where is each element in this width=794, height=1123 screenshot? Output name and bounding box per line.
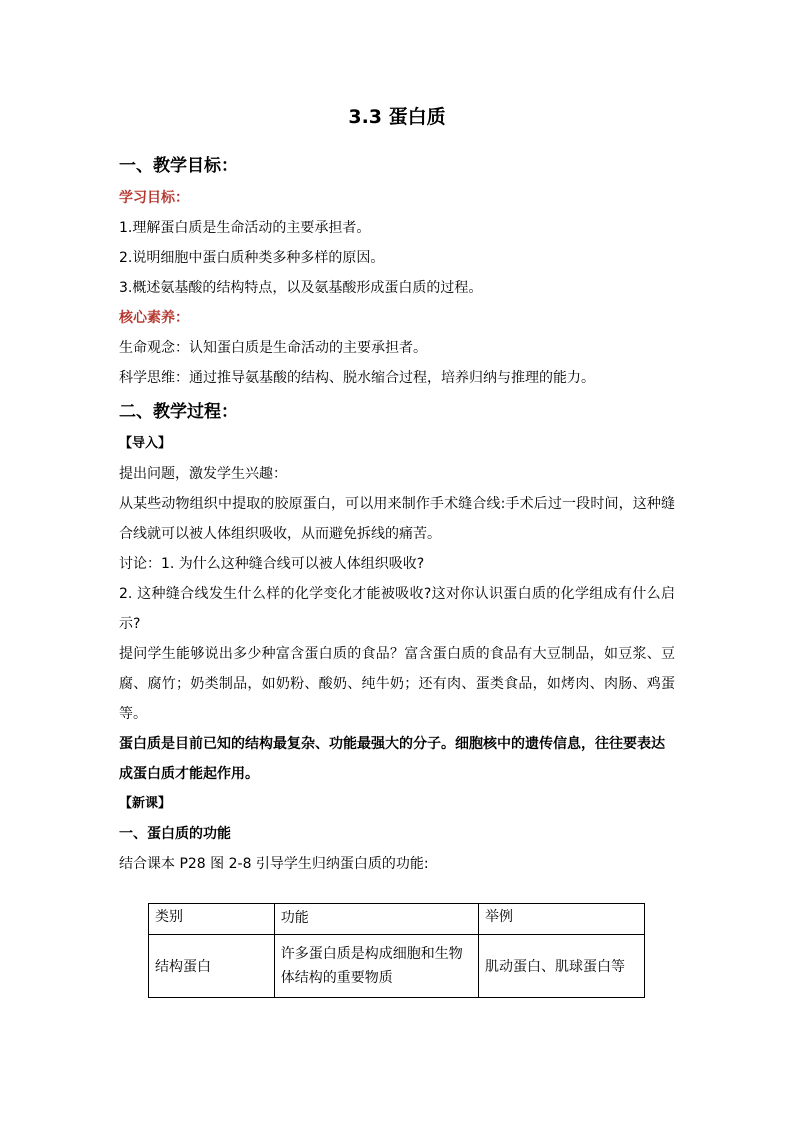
page-title: 3.3 蛋白质: [348, 106, 446, 128]
new-lesson-label: 【新课】: [119, 796, 172, 811]
bold-statement: 蛋白质是目前已知的结构最复杂、功能最强大的分子。细胞核中的遗传信息，往往要表达成蛋白质才能起作用。: [119, 736, 665, 782]
food-paragraph: 提问学生能够说出多少种富含蛋白质的食品？富含蛋白质的食品有大豆制品，如豆浆、豆腐、腐竹；奶类制品，如奶粉、酸奶、纯牛奶；还有肉、蛋类食品，如烤肉、肉肠、鸡蛋等。: [119, 646, 675, 722]
document-body: [119, 100, 675, 986]
learning-goals-label: 学习目标：: [119, 190, 189, 206]
goal-item: 1.理解蛋白质是生命活动的主要承担者。: [119, 220, 371, 236]
table-intro: 结合课本 P28 图 2-8 引导学生归纳蛋白质的功能:: [119, 856, 429, 872]
table-header-row: [149, 904, 645, 935]
core-literacy-label: 核心素养：: [119, 310, 189, 326]
table-row: [149, 935, 645, 998]
discussion-paragraph: 2. 这种缝合线发生什么样的化学变化才能被吸收?这对你认识蛋白质的化学组成有什么启示?: [119, 586, 675, 632]
intro-paragraph: 从某些动物组织中提取的胶原蛋白，可以用来制作手术缝合线:手术后过一段时间，这种缝合线就可以被人体组织吸收，从而避免拆线的痛苦。: [119, 496, 675, 542]
intro-label: 【导入】: [119, 436, 172, 451]
section-heading-process: 二、教学过程：: [119, 402, 238, 422]
discussion-paragraph: 讨论：1. 为什么这种缝合线可以被人体组织吸收?: [119, 556, 425, 572]
goal-item: 2.说明细胞中蛋白质种类多种多样的原因。: [119, 250, 385, 266]
table-cell: 结构蛋白: [149, 935, 275, 998]
core-item: 科学思维：通过推导氨基酸的结构、脱水缩合过程，培养归纳与推理的能力。: [119, 370, 595, 386]
table-cell: 肌动蛋白、肌球蛋白等: [478, 935, 644, 998]
protein-function-table: [148, 903, 645, 998]
table-header-cell: 功能: [274, 904, 478, 935]
intro-paragraph: 提出问题，激发学生兴趣：: [119, 466, 287, 482]
table-header-cell: 举例: [478, 904, 644, 935]
goal-item: 3.概述氨基酸的结构特点，以及氨基酸形成蛋白质的过程。: [119, 280, 483, 296]
subheading-protein-function: 一、蛋白质的功能: [119, 826, 231, 842]
table-header-cell: 类别: [149, 904, 275, 935]
section-heading-objectives: 一、教学目标：: [119, 156, 238, 176]
core-item: 生命观念：认知蛋白质是生命活动的主要承担者。: [119, 340, 427, 356]
table-cell: 许多蛋白质是构成细胞和生物体结构的重要物质: [274, 935, 478, 998]
